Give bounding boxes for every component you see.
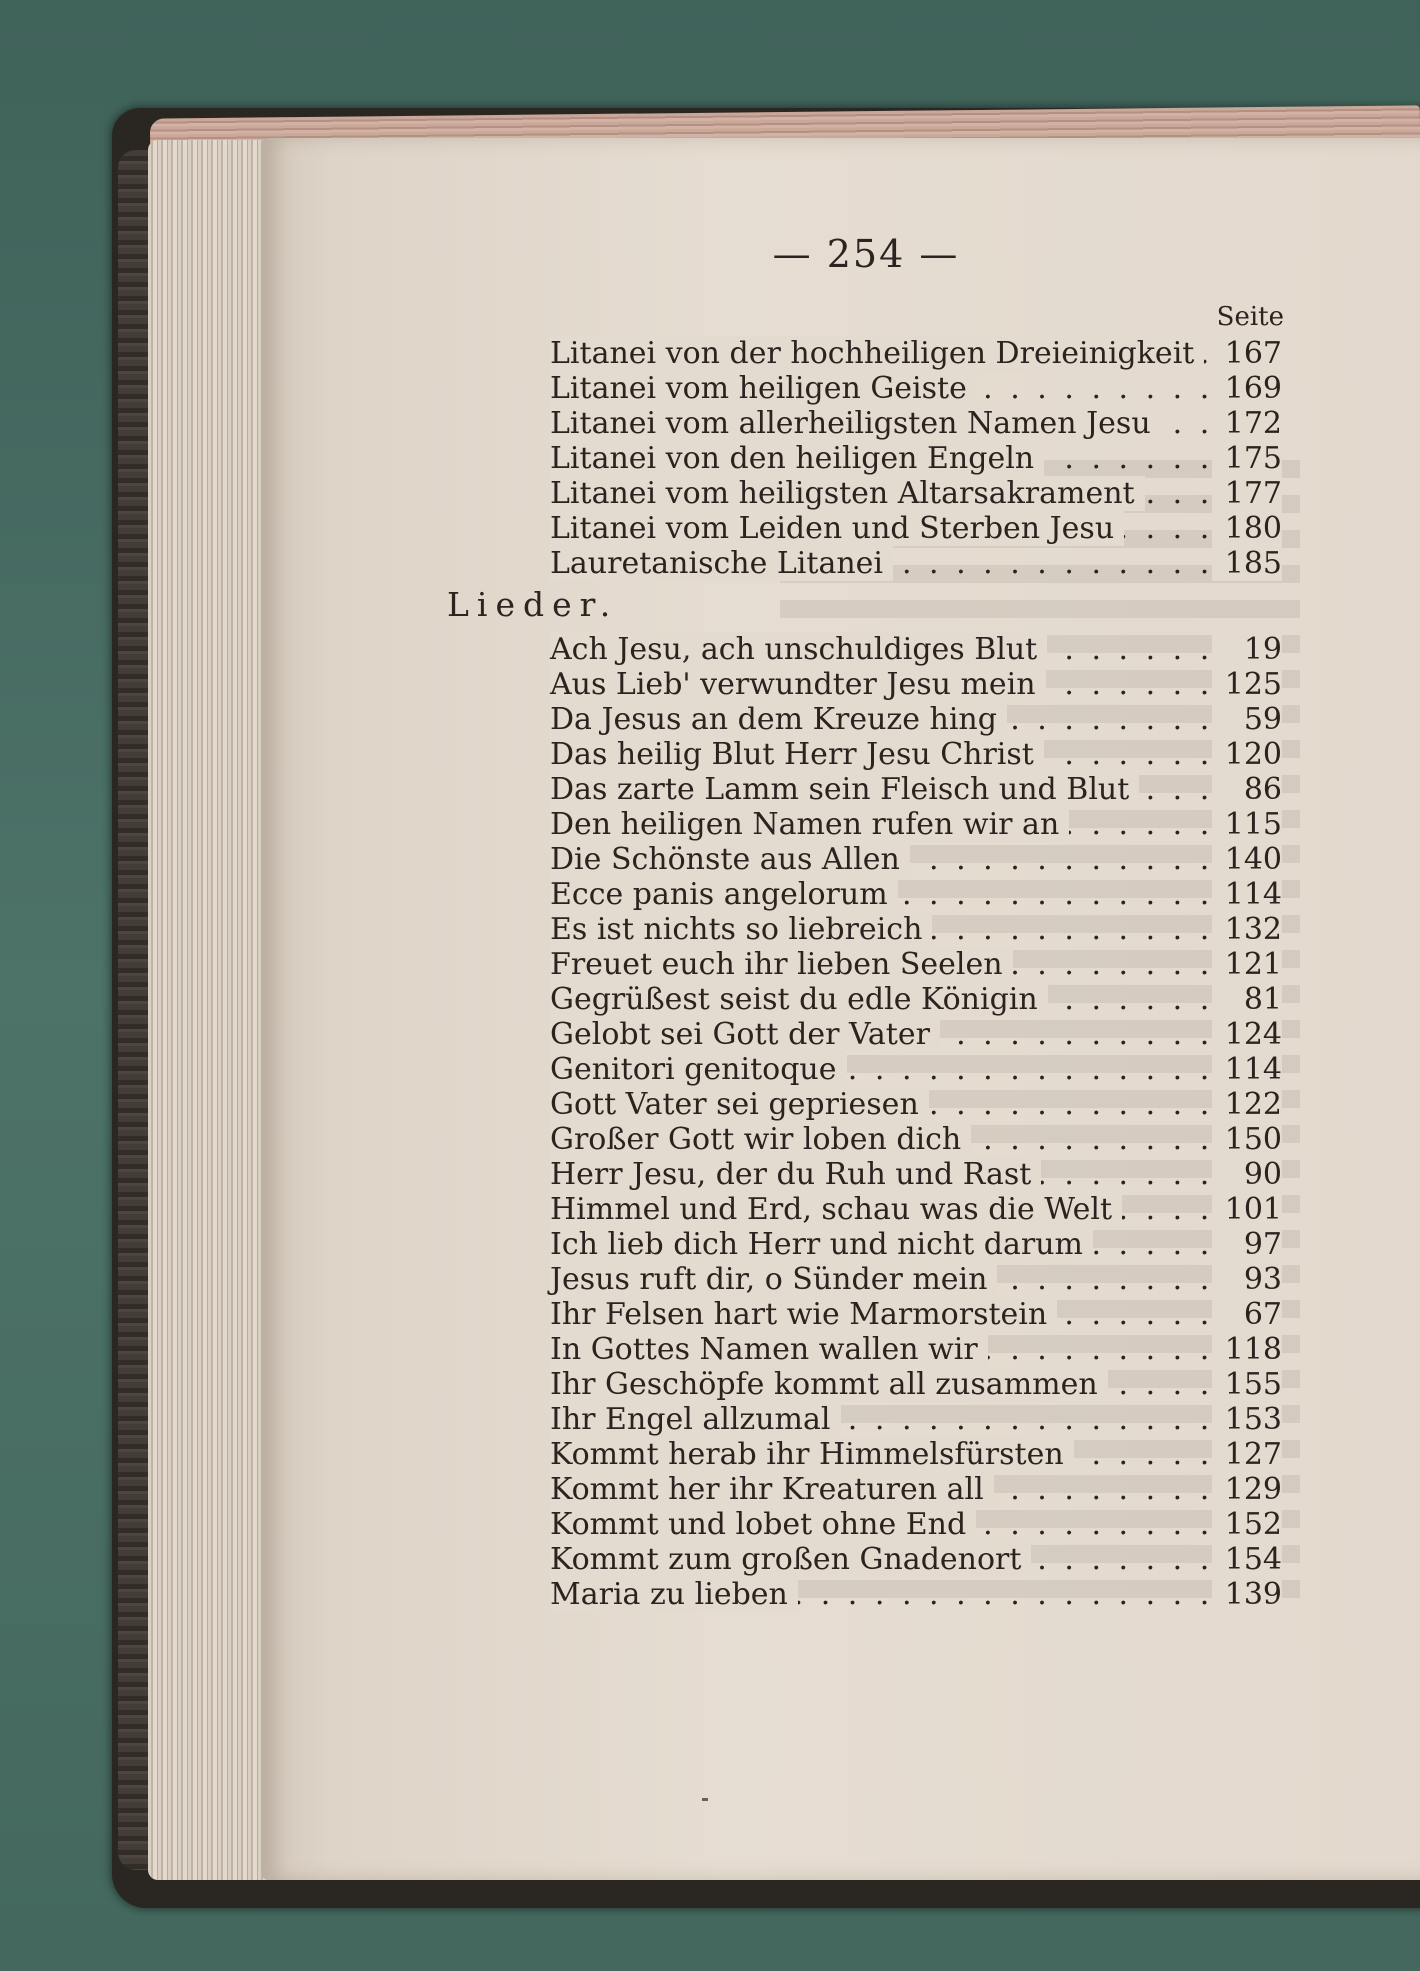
toc-entry-page: 172	[1212, 406, 1282, 441]
toc-entry-title: Gegrüßest seist du edle Königin	[550, 982, 1048, 1017]
toc-entry-page: 153	[1212, 1402, 1282, 1437]
toc-entry-page: 19	[1212, 632, 1282, 667]
toc-entry-page: 97	[1212, 1227, 1282, 1262]
toc-entry	[550, 877, 1290, 912]
toc-entry	[550, 336, 1290, 371]
page-side-edges	[148, 140, 268, 1880]
toc-entry-title: Das zarte Lamm sein Fleisch und Blut	[550, 772, 1139, 807]
toc-entry-page: 185	[1212, 546, 1282, 581]
toc-entry-title: Litanei vom heiligen Geiste	[550, 371, 977, 406]
toc-entry	[550, 371, 1290, 406]
toc-entry-title: Jesus ruft dir, o Sünder mein	[550, 1262, 997, 1297]
toc-entry-title: Ihr Geschöpfe kommt all zusammen	[550, 1367, 1108, 1402]
toc-entry	[550, 912, 1290, 947]
toc-entry-title: Litanei vom allerheiligsten Namen Jesu	[550, 406, 1161, 441]
toc-entry	[550, 772, 1290, 807]
toc-entry-title: Es ist nichts so liebreich	[550, 912, 932, 947]
toc-entry-title: Ach Jesu, ach unschuldiges Blut	[550, 632, 1047, 667]
page-number: — 254 —	[772, 232, 960, 276]
toc-entry-page: 139	[1212, 1577, 1282, 1612]
toc-entry	[550, 1577, 1290, 1612]
toc-entry-title: Ihr Felsen hart wie Marmorstein	[550, 1297, 1057, 1332]
toc-entry-title: Kommt herab ihr Himmelsfürsten	[550, 1437, 1074, 1472]
column-header-seite: Seite	[1216, 302, 1284, 332]
toc-entry-page: 155	[1212, 1367, 1282, 1402]
toc-entry-page: 90	[1212, 1157, 1282, 1192]
toc-entry	[550, 1052, 1290, 1087]
toc-entry-title: Litanei vom heiligsten Altarsakrament	[550, 476, 1145, 511]
toc-entry-page: 67	[1212, 1297, 1282, 1332]
toc-entry-title: Kommt und lobet ohne End	[550, 1507, 976, 1542]
toc-entry	[550, 1262, 1290, 1297]
toc-entry	[550, 511, 1290, 546]
toc-entry-page: 125	[1212, 667, 1282, 702]
toc-entry-page: 150	[1212, 1122, 1282, 1157]
toc-entry-title: Litanei von der hochheiligen Dreieinigkeit	[550, 336, 1204, 371]
toc-entry	[550, 1472, 1290, 1507]
toc-entry	[550, 406, 1290, 441]
toc-entry	[550, 1507, 1290, 1542]
toc-entry-title: Freuet euch ihr lieben Seelen	[550, 947, 1013, 982]
toc-entry-page: 140	[1212, 842, 1282, 877]
toc-entry	[550, 1122, 1290, 1157]
toc-entry-page: 177	[1212, 476, 1282, 511]
toc-entry	[550, 1087, 1290, 1122]
toc-entry-title: Das heilig Blut Herr Jesu Christ	[550, 737, 1044, 772]
toc-entry-page: 175	[1212, 441, 1282, 476]
toc-entry	[550, 807, 1290, 842]
toc-entry	[550, 947, 1290, 982]
toc-entry	[550, 1332, 1290, 1367]
toc-entry	[550, 1157, 1290, 1192]
toc-entry-page: 81	[1212, 982, 1282, 1017]
litanei-list	[550, 336, 1290, 581]
toc-entry-title: Ihr Engel allzumal	[550, 1402, 841, 1437]
toc-entry	[550, 1227, 1290, 1262]
toc-entry-page: 118	[1212, 1332, 1282, 1367]
toc-entry	[550, 1402, 1290, 1437]
toc-entry-page: 127	[1212, 1437, 1282, 1472]
toc-entry	[550, 1437, 1290, 1472]
toc-entry-page: 93	[1212, 1262, 1282, 1297]
toc-entry-page: 114	[1212, 877, 1282, 912]
toc-entry	[550, 546, 1290, 581]
toc-entry-page: 152	[1212, 1507, 1282, 1542]
toc-entry	[550, 632, 1290, 667]
toc-entry-page: 114	[1212, 1052, 1282, 1087]
toc-entry-page: 120	[1212, 737, 1282, 772]
toc-entry-title: Litanei vom Leiden und Sterben Jesu	[550, 511, 1124, 546]
toc-entry-title: Den heiligen Namen rufen wir an	[550, 807, 1069, 842]
lieder-list	[550, 632, 1290, 1612]
toc-entry	[550, 737, 1290, 772]
toc-entry-page: 124	[1212, 1017, 1282, 1052]
toc-entry-page: 121	[1212, 947, 1282, 982]
toc-entry-title: Die Schönste aus Allen	[550, 842, 910, 877]
toc-entry-title: Genitori genitoque	[550, 1052, 847, 1087]
toc-entry-page: 180	[1212, 511, 1282, 546]
toc-entry-title: Kommt zum großen Gnadenort	[550, 1542, 1031, 1577]
toc-entry-page: 129	[1212, 1472, 1282, 1507]
toc-entry-title: Himmel und Erd, schau was die Welt	[550, 1192, 1122, 1227]
toc-entry	[550, 667, 1290, 702]
toc-entry	[550, 441, 1290, 476]
toc-entry-page: 154	[1212, 1542, 1282, 1577]
toc-entry	[550, 982, 1290, 1017]
toc-entry-title: Gelobt sei Gott der Vater	[550, 1017, 940, 1052]
toc-entry-title: Herr Jesu, der du Ruh und Rast	[550, 1157, 1041, 1192]
toc-entry-title: Ich lieb dich Herr und nicht darum	[550, 1227, 1093, 1262]
toc-entry-page: 115	[1212, 807, 1282, 842]
toc-entry	[550, 1017, 1290, 1052]
toc-entry	[550, 1542, 1290, 1577]
toc-entry	[550, 702, 1290, 737]
toc-entry-page: 101	[1212, 1192, 1282, 1227]
print-mark	[702, 1798, 708, 1801]
toc-entry-page: 169	[1212, 371, 1282, 406]
toc-entry-title: Großer Gott wir loben dich	[550, 1122, 971, 1157]
toc-entry-page: 167	[1212, 336, 1282, 371]
toc-entry-title: Ecce panis angelorum	[550, 877, 898, 912]
section-heading-lieder: Lieder.	[447, 585, 619, 624]
toc-entry	[550, 476, 1290, 511]
toc-entry-title: Lauretanische Litanei	[550, 546, 893, 581]
toc-entry	[550, 1297, 1290, 1332]
toc-entry-page: 86	[1212, 772, 1282, 807]
toc-entry-page: 132	[1212, 912, 1282, 947]
toc-entry-title: Da Jesus an dem Kreuze hing	[550, 702, 1007, 737]
toc-entry	[550, 842, 1290, 877]
toc-entry-title: Maria zu lieben	[550, 1577, 798, 1612]
toc-entry-title: Gott Vater sei gepriesen	[550, 1087, 929, 1122]
toc-entry-title: Litanei von den heiligen Engeln	[550, 441, 1044, 476]
toc-entry-title: Aus Lieb' verwundter Jesu mein	[550, 667, 1046, 702]
toc-entry-page: 59	[1212, 702, 1282, 737]
toc-entry-title: In Gottes Namen wallen wir	[550, 1332, 988, 1367]
toc-entry	[550, 1192, 1290, 1227]
toc-entry-page: 122	[1212, 1087, 1282, 1122]
toc-entry-title: Kommt her ihr Kreaturen all	[550, 1472, 994, 1507]
toc-entry	[550, 1367, 1290, 1402]
